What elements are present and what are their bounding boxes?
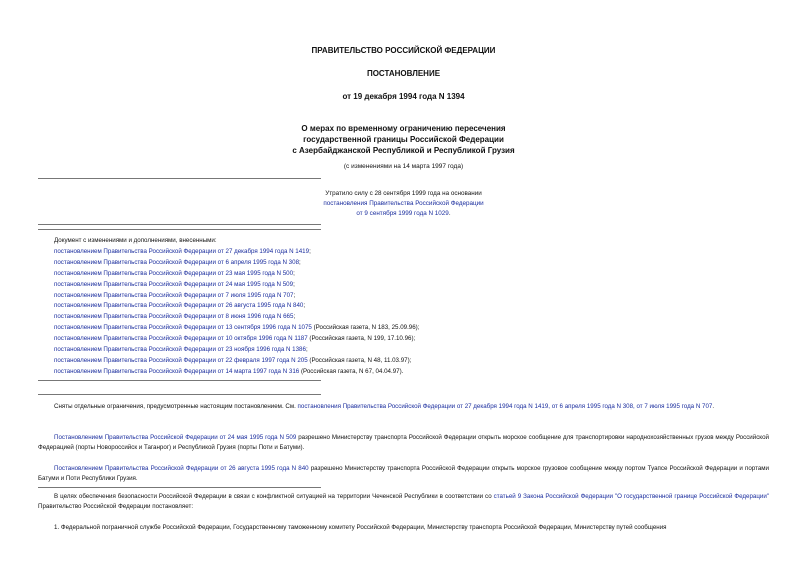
list-item: постановлением Правительства Российской Федерации от 23 мая 1995 года N 500; xyxy=(54,269,295,277)
divider xyxy=(38,487,321,488)
changes-note: (с изменениями на 14 марта 1997 года) xyxy=(343,163,464,170)
doc-title-line-1: О мерах по временному ограничению пересечения xyxy=(301,124,506,133)
amendment-link[interactable]: постановлением Правительства Российской Федерации от 8 июня 1996 года N 665 xyxy=(54,313,294,321)
repeal-line-1: Утратило силу с 28 сентября 1999 года на основании xyxy=(325,190,482,197)
government-heading: ПРАВИТЕЛЬСТВО РОССИЙСКОЙ ФЕДЕРАЦИИ xyxy=(311,46,496,55)
amendment-link[interactable]: постановлением Правительства Российской Федерации от 24 мая 1995 года N 509 xyxy=(54,280,294,288)
body-paragraph-preamble: В целях обеспечения безопасности Российской Федерации в связи с конфликтной ситуацией на территории Чеченской Республики в соответствии со статьей 9 Закона Российской Федерации "О государственной границе Российской Федерации" Правительство Российской Федерации постановляет: xyxy=(38,493,769,510)
amendment-link[interactable]: постановлением Правительства Российской Федерации от 13 сентября 1996 года N 1075 xyxy=(54,324,312,332)
note-paragraph-3: Постановлением Правительства Российской Федерации от 26 августа 1995 года N 840 разрешено Министерству транспорта Российской Федерации открыть морское грузовое сообщение между портом Туапсе Российской Федерации и портами Батуми и Поти Республики Грузия. xyxy=(38,465,769,482)
doc-date-number: от 19 декабря 1994 года N 1394 xyxy=(342,92,465,101)
doc-title-line-2: государственной границы Российской Федерации xyxy=(303,135,504,144)
list-item: постановлением Правительства Российской Федерации от 27 декабря 1994 года N 1419; xyxy=(54,247,311,255)
amendment-link[interactable]: постановлением Правительства Российской Федерации от 22 февраля 1997 года N 205 xyxy=(54,356,308,364)
divider xyxy=(38,229,321,230)
repeal-link-line-3[interactable]: от 9 сентября 1999 года N 1029. xyxy=(356,210,451,217)
amendments-intro: Документ с изменениями и дополнениями, внесенными: xyxy=(54,237,217,244)
note-paragraph-2: Постановлением Правительства Российской Федерации от 24 мая 1995 года N 509 разрешено Министерству транспорта Российской Федерации открыть морское сообщение для транспортировки народнохозяйственных грузов между Российской Федерацией (порты Новороссийск и Таганрог) и Республикой Грузия (порты Поти и Батуми). xyxy=(38,434,769,451)
doc-type-heading: ПОСТАНОВЛЕНИЕ xyxy=(366,69,441,78)
list-item: постановлением Правительства Российской Федерации от 24 мая 1995 года N 509; xyxy=(54,280,295,288)
list-item: постановлением Правительства Российской Федерации от 6 апреля 1995 года N 308; xyxy=(54,258,301,266)
amendment-link[interactable]: постановлением Правительства Российской Федерации от 23 мая 1995 года N 500 xyxy=(54,269,294,277)
amendment-link[interactable]: постановлением Правительства Российской Федерации от 10 октября 1996 года N 1187 xyxy=(54,335,308,343)
doc-title-line-3: с Азербайджанской Республикой и Республикой Грузия xyxy=(292,146,515,155)
list-item: постановлением Правительства Российской Федерации от 22 февраля 1997 года N 205 (Российская газета, N 48, 11.03.97); xyxy=(54,356,412,364)
amendment-link[interactable]: постановлением Правительства Российской Федерации от 14 марта 1997 года N 316 xyxy=(54,367,300,375)
list-item: постановлением Правительства Российской Федерации от 26 августа 1995 года N 840; xyxy=(54,302,306,310)
law-link[interactable]: статьей 9 Закона Российской Федерации "О государственной границе Российской Федерации" xyxy=(493,493,769,500)
amendment-link[interactable]: постановлением Правительства Российской Федерации от 23 ноября 1996 года N 1386 xyxy=(54,346,306,354)
amendments-list xyxy=(54,236,774,378)
list-item: постановлением Правительства Российской Федерации от 13 сентября 1996 года N 1075 (Российская газета, N 183, 25.09.96); xyxy=(54,324,420,332)
divider xyxy=(38,394,321,395)
note-link-3[interactable]: Постановлением Правительства Российской Федерации от 26 августа 1995 года N 840 xyxy=(54,465,309,472)
divider xyxy=(38,380,321,381)
repeal-link[interactable]: постановления Правительства Российской Федерации xyxy=(323,200,484,207)
body-paragraph-1: 1. Федеральной пограничной службе Российской Федерации, Государственному таможенному комитету Российской Федерации, Министерству транспорта Российской Федерации, Министерству путей сообщения xyxy=(54,524,667,531)
list-item: постановлением Правительства Российской Федерации от 14 марта 1997 года N 316 (Российская газета, N 67, 04.04.97). xyxy=(54,367,404,375)
list-item: постановлением Правительства Российской Федерации от 8 июня 1996 года N 665; xyxy=(54,313,296,321)
repeal-link-line-2[interactable] xyxy=(0,200,807,207)
divider xyxy=(38,224,321,225)
note-link-2[interactable]: Постановлением Правительства Российской Федерации от 24 мая 1995 года N 509 xyxy=(54,434,297,441)
list-item: постановлением Правительства Российской Федерации от 23 ноября 1996 года N 1386; xyxy=(54,346,308,354)
amendment-link[interactable]: постановлением Правительства Российской Федерации от 7 июля 1995 года N 707 xyxy=(54,291,294,299)
list-item: постановлением Правительства Российской Федерации от 7 июля 1995 года N 707; xyxy=(54,291,296,299)
divider xyxy=(38,178,321,179)
note-link-1[interactable]: постановления Правительства Российской Федерации от 27 декабря 1994 года N 1419, от 6 апреля 1995 года N 308, от 7 июля 1995 года N 707 xyxy=(297,403,713,410)
repeal-link-date[interactable]: от 9 сентября 1999 года N 1029 xyxy=(356,210,449,217)
note-paragraph-1: Сняты отдельные ограничения, предусмотренные настоящим постановлением. См. постановления Правительства Российской Федерации от 27 декабря 1994 года N 1419, от 6 апреля 1995 года N 308, от 7 июля 1995 года N 707. xyxy=(54,403,715,410)
amendment-link[interactable]: постановлением Правительства Российской Федерации от 27 декабря 1994 года N 1419 xyxy=(54,247,310,255)
amendment-link[interactable]: постановлением Правительства Российской Федерации от 26 августа 1995 года N 840 xyxy=(54,302,304,310)
list-item: постановлением Правительства Российской Федерации от 10 октября 1996 года N 1187 (Российская газета, N 199, 17.10.96); xyxy=(54,335,416,343)
amendment-link[interactable]: постановлением Правительства Российской Федерации от 6 апреля 1995 года N 308 xyxy=(54,258,300,266)
